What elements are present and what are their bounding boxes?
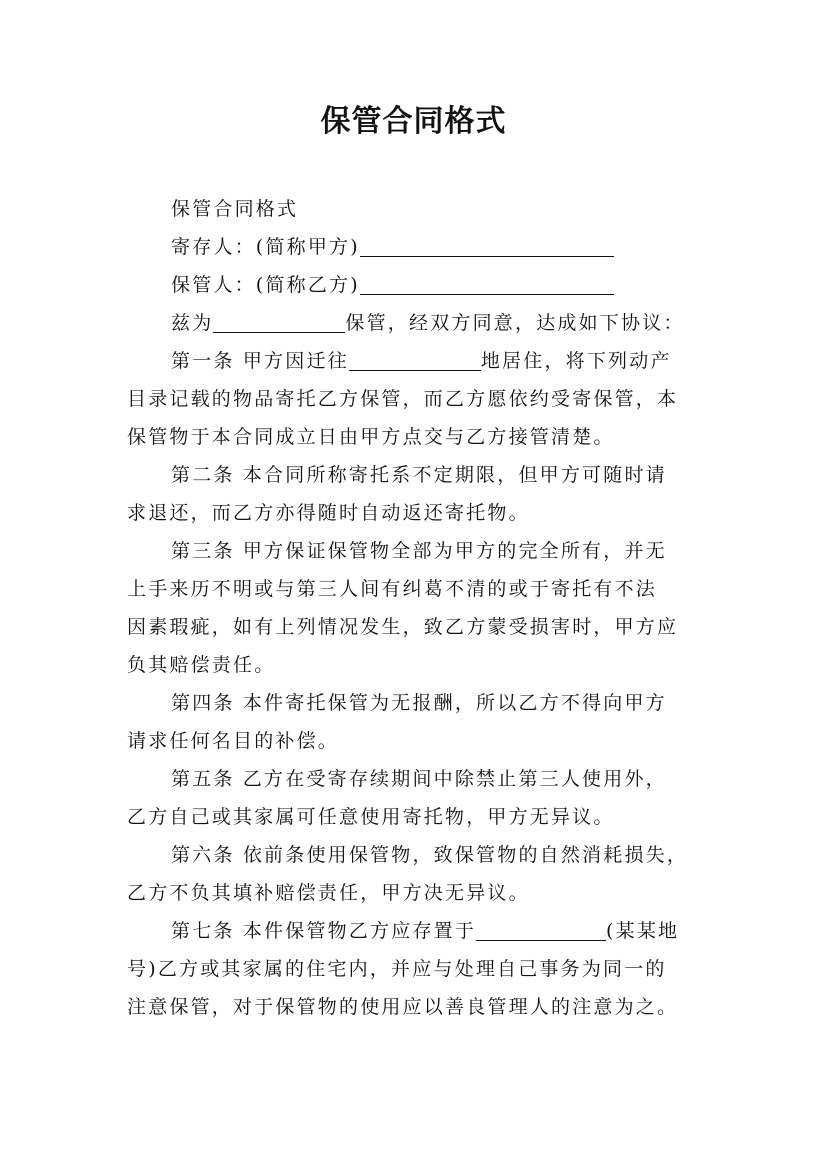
article3-line1: 第三条 甲方保证保管物全部为甲方的完全所有，并无 <box>171 540 667 562</box>
article7-line1 <box>127 912 717 950</box>
intro-line <box>127 304 717 342</box>
article6-line1: 第六条 依前条使用保管物，致保管物的自然消耗损失， <box>171 844 689 866</box>
article7-line3: 注意保管，对于保管物的使用应以善良管理人的注意为之。 <box>127 996 679 1018</box>
custodian-label: 保管人：(简称乙方) <box>171 274 360 296</box>
article3-line3: 因素瑕疵，如有上列情况发生，致乙方蒙受损害时，甲方应 <box>127 616 679 638</box>
article7-before: 第七条 本件保管物乙方应存置于 <box>171 920 477 942</box>
depositor-label: 寄存人：(简称甲方) <box>171 236 360 258</box>
custodian-blank <box>360 270 614 295</box>
article1-after: 地居住，将下列动产 <box>480 350 672 372</box>
intro-blank <box>213 308 345 333</box>
depositor-line <box>127 228 717 266</box>
article3-line2: 上手来历不明或与第三人间有纠葛不清的或于寄托有不法 <box>127 578 658 600</box>
article5-line2: 乙方自己或其家属可任意使用寄托物，甲方无异议。 <box>127 806 615 828</box>
article1-line3: 保管物于本合同成立日由甲方点交与乙方接管清楚。 <box>127 426 615 448</box>
article5-line1: 第五条 乙方在受寄存续期间中除禁止第三人使用外， <box>171 768 667 790</box>
intro-after: 保管，经双方同意，达成如下协议： <box>345 312 685 334</box>
contract-heading: 保管合同格式 <box>171 198 299 220</box>
article4-line1: 第四条 本件寄托保管为无报酬，所以乙方不得向甲方 <box>171 692 667 714</box>
article7-line2: 号)乙方或其家属的住宅内，并应与处理自己事务为同一的 <box>127 958 667 980</box>
intro-before: 兹为 <box>171 312 214 334</box>
article4-line2: 请求任何名目的补偿。 <box>127 730 340 752</box>
depositor-blank <box>360 232 614 257</box>
document-body <box>127 190 717 1026</box>
article1-blank <box>349 346 481 371</box>
document-title: 保管合同格式 <box>320 104 507 139</box>
article1-before: 第一条 甲方因迁往 <box>171 350 349 372</box>
article7-after: (某某地 <box>606 920 680 942</box>
article7-blank <box>476 916 606 941</box>
article1-line2: 目录记载的物品寄托乙方保管，而乙方愿依约受寄保管，本 <box>127 388 679 410</box>
custodian-line <box>127 266 717 304</box>
article3-line4: 负其赔偿责任。 <box>127 654 276 676</box>
article1-line1 <box>127 342 717 380</box>
article2-line1: 第二条 本合同所称寄托系不定期限，但甲方可随时请 <box>171 464 667 486</box>
article2-line2: 求退还，而乙方亦得随时自动返还寄托物。 <box>127 502 530 524</box>
article6-line2: 乙方不负其填补赔偿责任，甲方决无异议。 <box>127 882 530 904</box>
